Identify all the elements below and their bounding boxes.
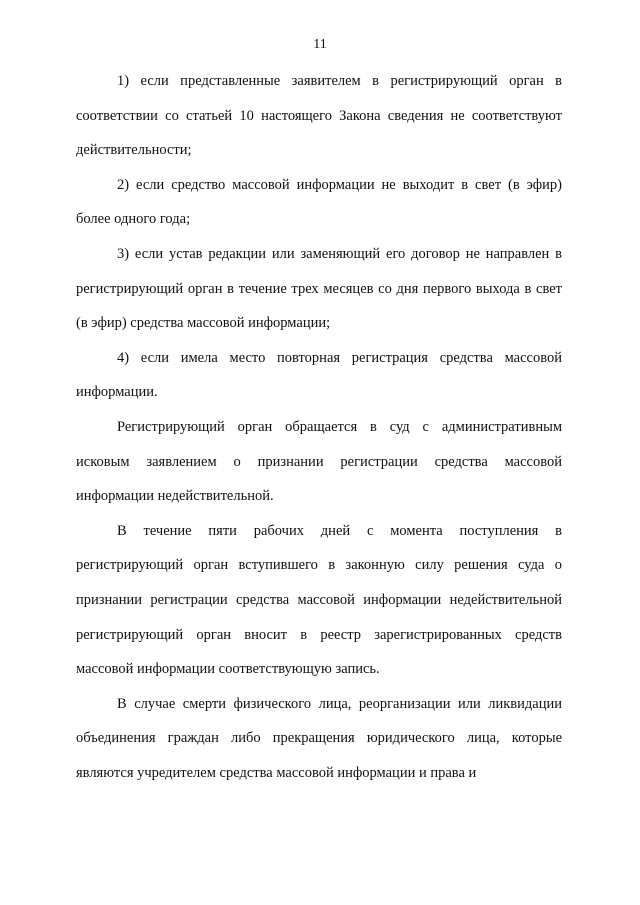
paragraph-item-4: 4) если имела место повторная регистрация средства массовой информации. bbox=[76, 349, 562, 401]
paragraph-item-3: 3) если устав редакции или заменяющий его договор не направлен в регистрирующий орган в течение трех месяцев со дня первого выхода в свет (в эфир) средства массовой информации; bbox=[76, 245, 562, 332]
paragraph-founder-death: В случае смерти физического лица, реорганизации или ликвидации объединения граждан либо прекращения юридического лица, которые являются учредителем средства массовой информации и права и bbox=[76, 695, 562, 781]
paragraph-registration-court: Регистрирующий орган обращается в суд с административным исковым заявлением о признании регистрации средства массовой информации недействительной. bbox=[76, 418, 562, 505]
paragraph-item-2: 2) если средство массовой информации не выходит в свет (в эфир) более одного года; bbox=[76, 176, 562, 228]
document-body bbox=[76, 64, 562, 790]
paragraph-item-1: 1) если представленные заявителем в регистрирующий орган в соответствии со статьей 10 настоящего Закона сведения не соответствуют действительности; bbox=[76, 73, 562, 159]
page-number: 11 bbox=[313, 37, 327, 52]
paragraph-registry-entry: В течение пяти рабочих дней с момента поступления в регистрирующий орган вступившего в законную силу решения суда о признании регистрации средства массовой информации недействительной регистрирующий орган вносит в реестр зарегистрированных средств массовой информации соответствующую запись. bbox=[76, 522, 562, 678]
